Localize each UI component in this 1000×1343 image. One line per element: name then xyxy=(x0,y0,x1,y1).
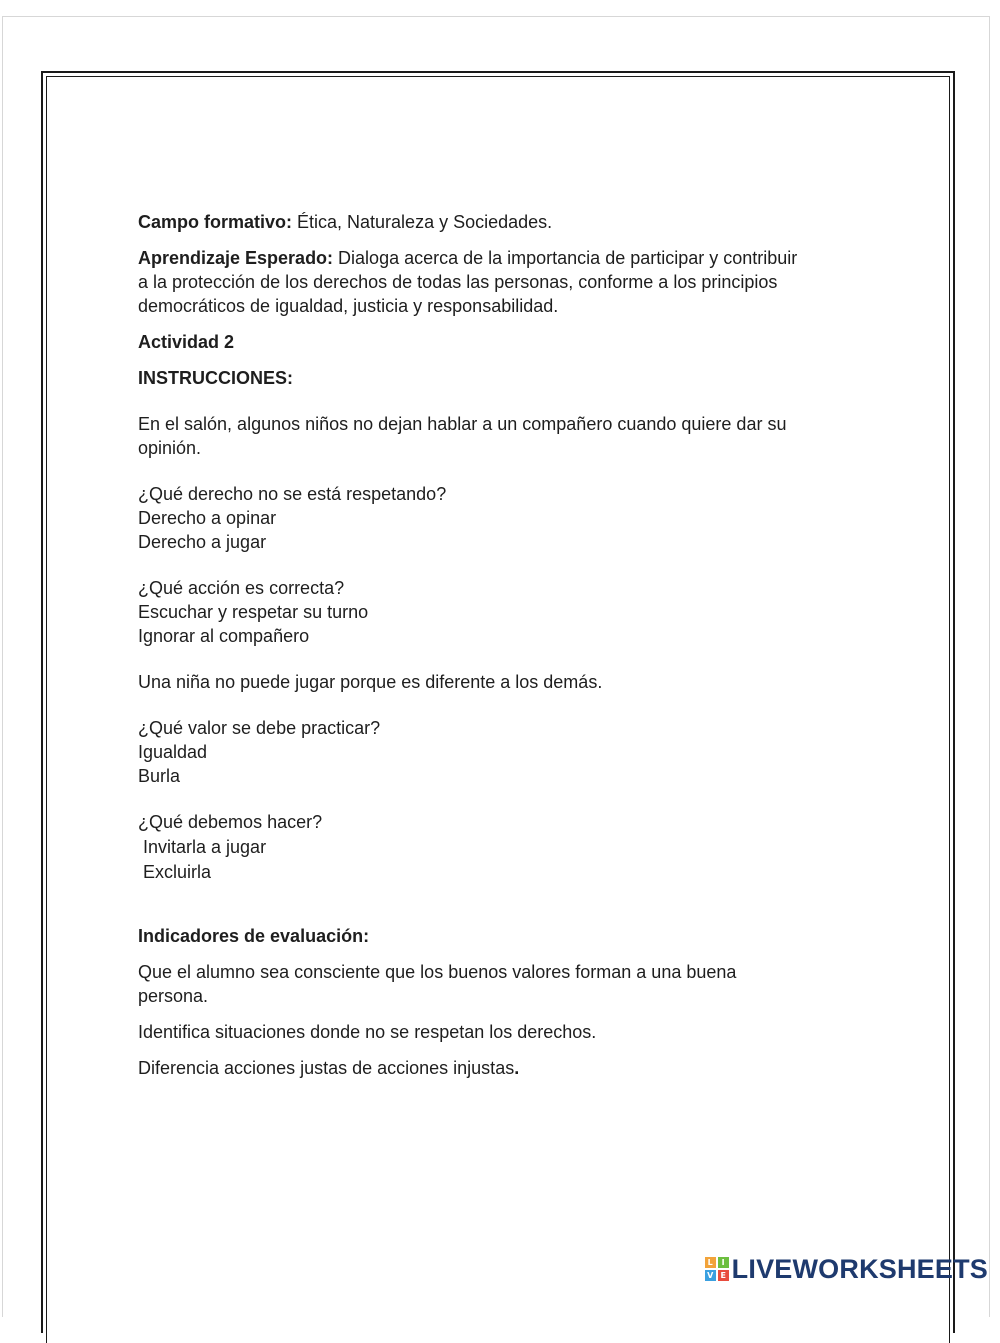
aprendizaje-esperado xyxy=(138,246,868,270)
indicador-1-line-1: Que el alumno sea consciente que los buenos valores forman a una buena xyxy=(138,962,737,982)
indicadores-title: Indicadores de evaluación: xyxy=(138,926,370,946)
question-2-option-2[interactable]: Ignorar al compañero xyxy=(138,626,310,646)
indicador-3-period: . xyxy=(514,1058,520,1078)
question-3-option-1[interactable]: Igualdad xyxy=(138,742,208,762)
indicador-3-text: Diferencia acciones justas de acciones injustas xyxy=(138,1058,515,1078)
question-4: ¿Qué debemos hacer? xyxy=(138,812,323,832)
question-2: ¿Qué acción es correcta? xyxy=(138,578,345,598)
question-2-option-1[interactable]: Escuchar y respetar su turno xyxy=(138,602,369,622)
logo-cell-l: L xyxy=(705,1257,716,1268)
liveworksheets-wordmark: LIVEWORKSHEETS xyxy=(731,1253,988,1284)
campo-formativo xyxy=(138,210,868,234)
actividad-title: Actividad 2 xyxy=(138,332,235,352)
question-3-option-2[interactable]: Burla xyxy=(138,766,181,786)
question-3: ¿Qué valor se debe practicar? xyxy=(138,718,381,738)
question-4-option-2[interactable]: Excluirla xyxy=(143,862,212,882)
instrucciones-title: INSTRUCCIONES: xyxy=(138,368,294,388)
indicador-1-line-2: persona. xyxy=(138,986,209,1006)
aprendizaje-line-1: Dialoga acerca de la importancia de participar y contribuir xyxy=(333,248,798,268)
liveworksheets-icon xyxy=(705,1257,729,1281)
question-1-option-1[interactable]: Derecho a opinar xyxy=(138,508,277,528)
question-1: ¿Qué derecho no se está respetando? xyxy=(138,484,447,504)
logo-cell-v: V xyxy=(705,1270,716,1281)
logo-cell-e: E xyxy=(718,1270,729,1281)
worksheet-content xyxy=(138,210,868,1080)
indicador-3 xyxy=(138,1056,868,1080)
aprendizaje-line-2: a la protección de los derechos de todas las personas, conforme a los principios xyxy=(138,272,778,292)
campo-label: Campo formativo: xyxy=(138,212,293,232)
aprendizaje-label: Aprendizaje Esperado: xyxy=(138,248,334,268)
situacion-2: Una niña no puede jugar porque es diferente a los demás. xyxy=(138,672,603,692)
situacion-1-line-2: opinión. xyxy=(138,438,202,458)
logo-cell-i: I xyxy=(718,1257,729,1268)
liveworksheets-logo xyxy=(705,1253,988,1285)
question-4-option-1[interactable]: Invitarla a jugar xyxy=(143,837,267,857)
question-1-option-2[interactable]: Derecho a jugar xyxy=(138,532,267,552)
indicador-2: Identifica situaciones donde no se respetan los derechos. xyxy=(138,1022,597,1042)
campo-value: Ética, Naturaleza y Sociedades. xyxy=(292,212,553,232)
aprendizaje-line-3: democráticos de igualdad, justicia y responsabilidad. xyxy=(138,296,559,316)
situacion-1-line-1: En el salón, algunos niños no dejan hablar a un compañero cuando quiere dar su xyxy=(138,414,787,434)
